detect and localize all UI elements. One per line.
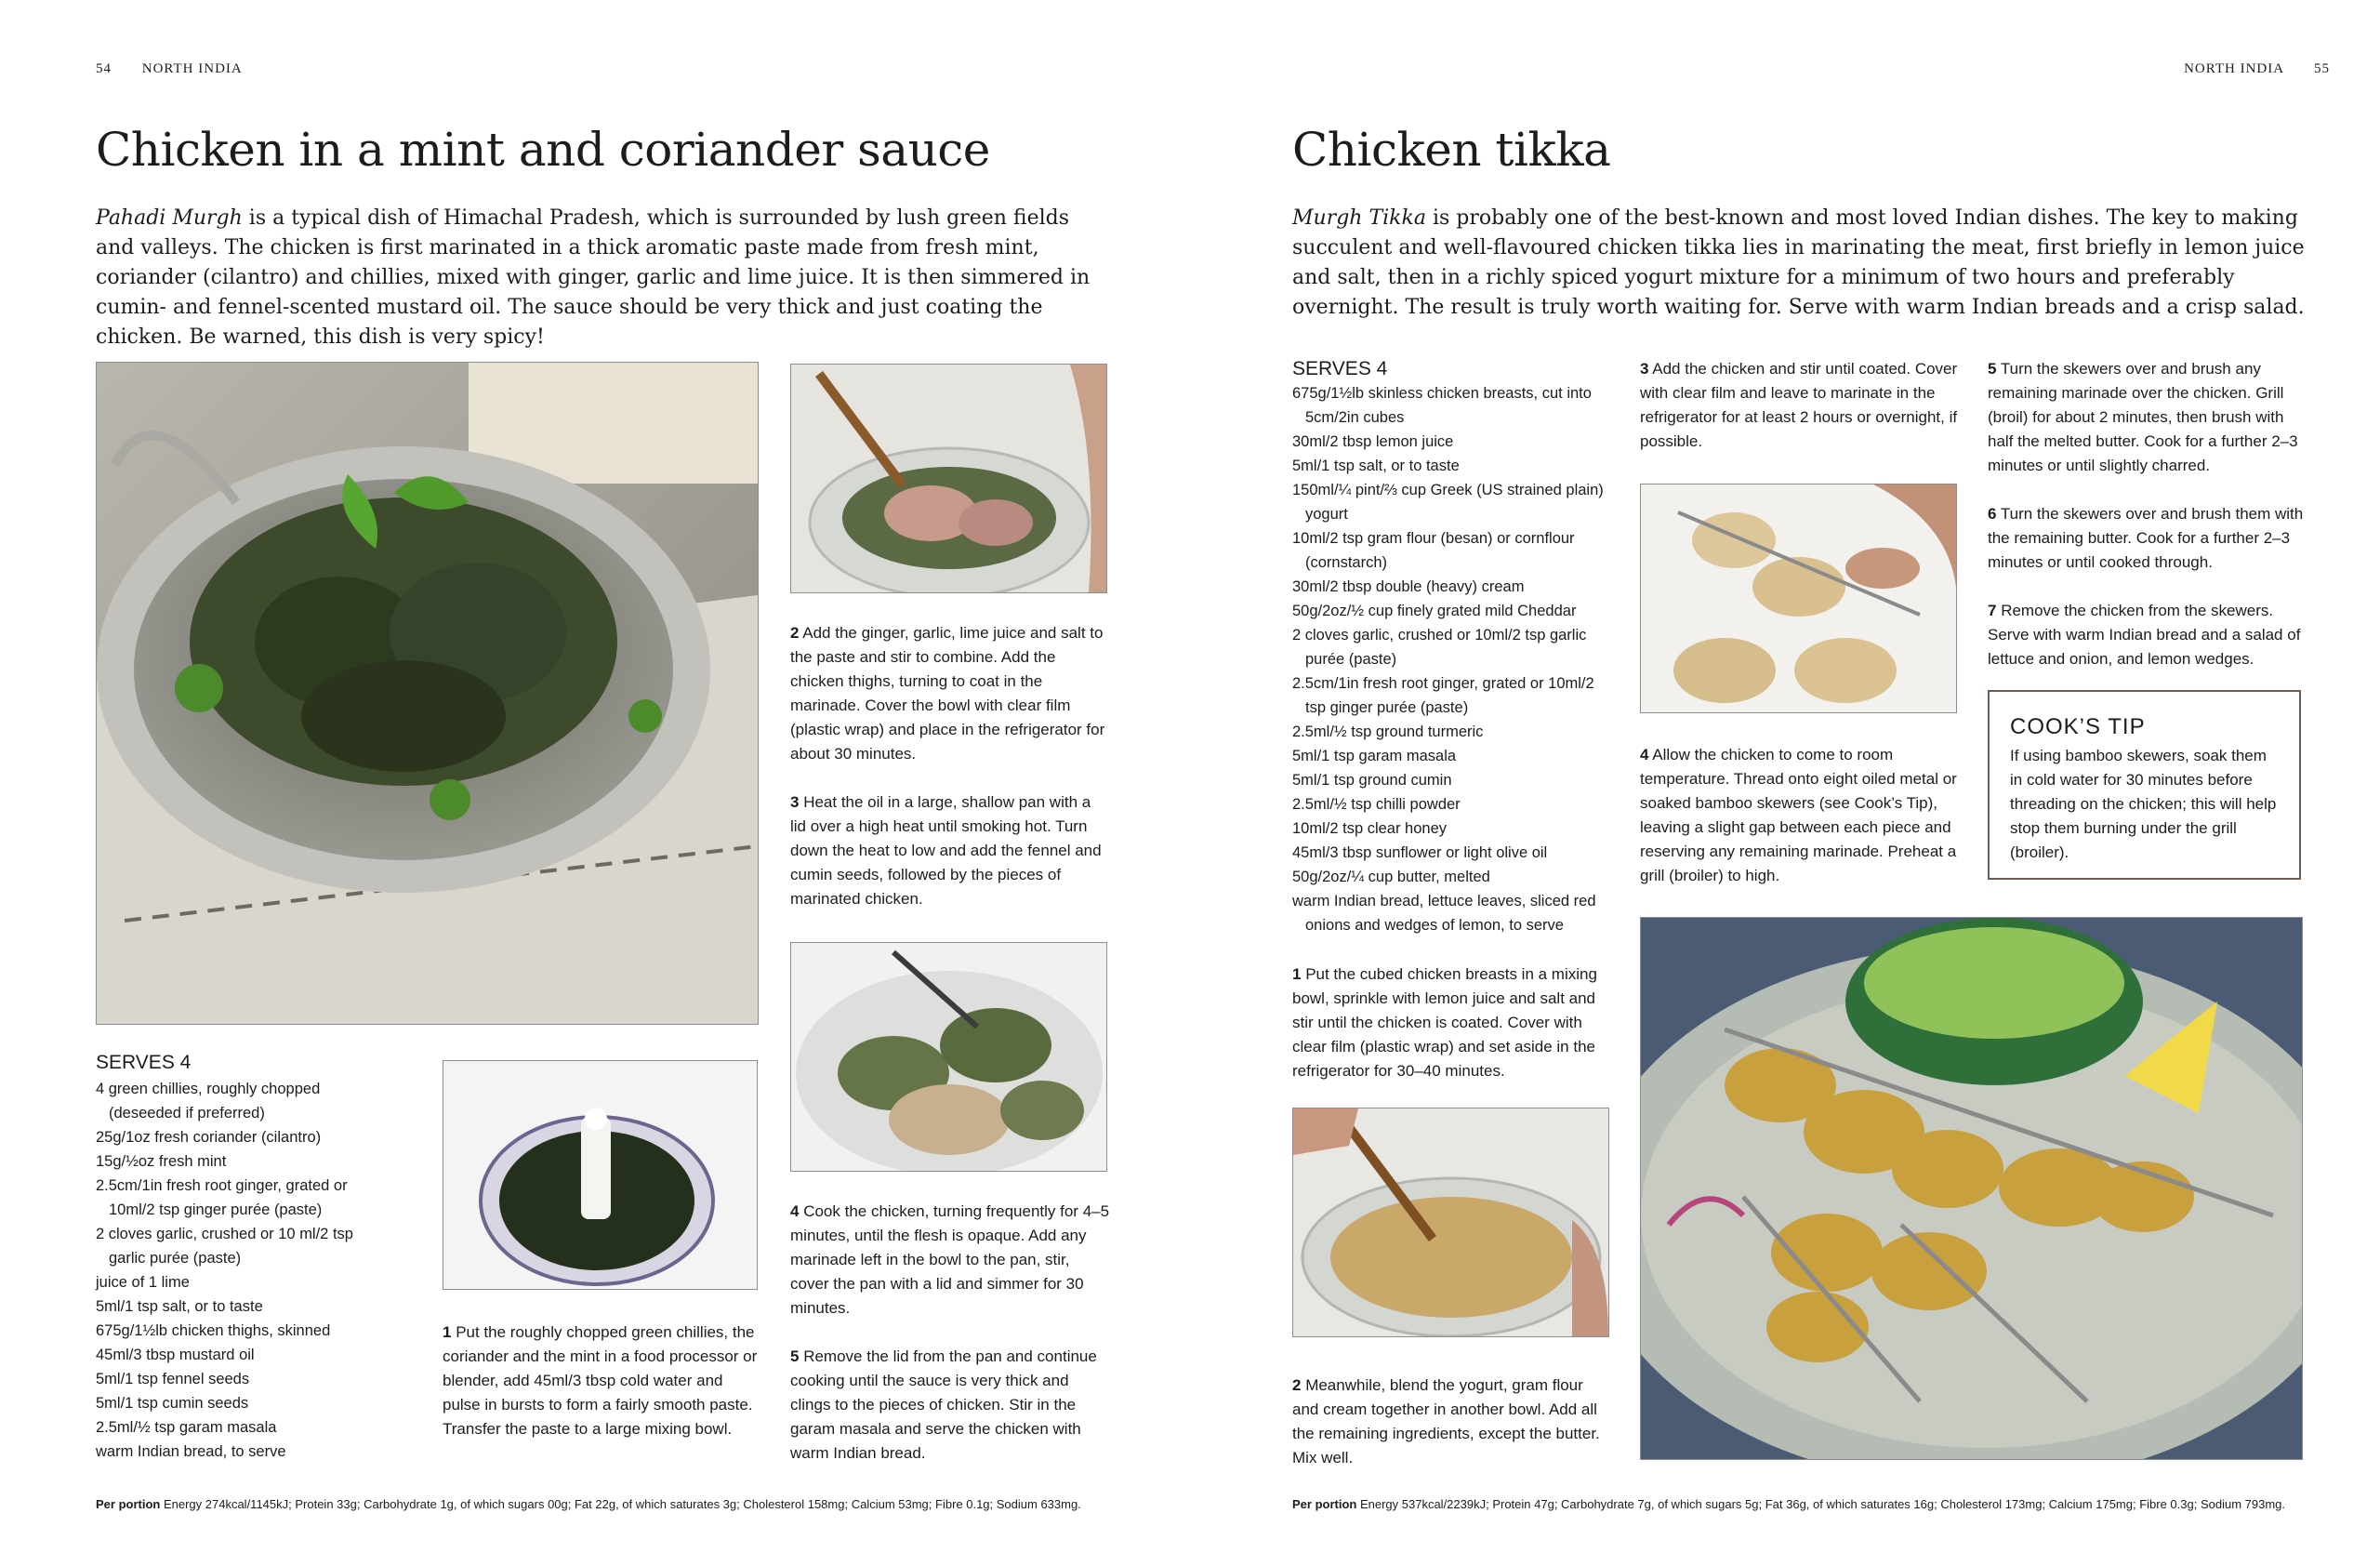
page-number: 55 — [2314, 61, 2330, 76]
ingredient-item: 30ml/2 tbsp double (heavy) cream — [1292, 578, 1525, 595]
page-number: 54 — [96, 61, 112, 76]
serves-label: SERVES 4 — [1292, 358, 1388, 379]
step-body: Heat the oil in a large, shallow pan with a lid over a high heat until smoking hot. Turn down the heat to low and add the fennel and cumin seeds, followed by the pieces of marinated chicken. — [790, 793, 1102, 908]
ingredient-item: 50g/2oz/¼ cup butter, melted — [1292, 869, 1490, 885]
ingredient-item: 45ml/3 tbsp mustard oil — [96, 1347, 255, 1363]
ingredient-item: 2.5ml/½ tsp chilli powder — [1292, 796, 1461, 813]
recipe-title: Chicken tikka — [1292, 123, 1611, 177]
step-body: Remove the chicken from the skewers. Serve with warm Indian bread and a salad of lettuce and onion, and lemon wedges. — [1988, 602, 2301, 668]
ingredient-item: 675g/1½lb skinless chicken breasts, cut into 5cm/2in cubes — [1292, 385, 1592, 426]
ingredient-list — [96, 1077, 393, 1464]
nutrition-info — [1292, 1497, 2285, 1511]
portion-text: Energy 537kcal/2239kJ; Protein 47g; Carbohydrate 7g, of which sugars 5g; Fat 36g, of which saturates 16g; Cholesterol 173mg; Calcium 175mg; Fibre 0.3g; Sodium 793mg. — [1356, 1497, 2286, 1511]
step-body: Add the chicken and stir until coated. Cover with clear film and leave to marinate in the refrigerator for at least 2 hours or overnight, if possible. — [1640, 360, 1958, 450]
step-6-text — [1988, 502, 2308, 575]
step-4-text — [1640, 743, 1961, 888]
ingredient-item: 675g/1½lb chicken thighs, skinned — [96, 1322, 331, 1339]
step-number: 6 — [1988, 505, 1997, 523]
step-number: 4 — [1640, 746, 1649, 763]
step-body: Cook the chicken, turning frequently for 4–5 minutes, until the flesh is opaque. Add any marinade left in the bowl to the pan, stir, cover the pan with a lid and simmer for 30 minutes. — [790, 1202, 1110, 1317]
step-body: Remove the lid from the pan and continue cooking until the sauce is very thick and clings to the pieces of chicken. Stir in the garam masala and serve the chicken with warm Indian bread. — [790, 1347, 1097, 1462]
step-number: 5 — [790, 1347, 800, 1365]
step-4-photo — [790, 942, 1107, 1172]
step-7-text — [1988, 599, 2308, 671]
portion-text: Energy 274kcal/1145kJ; Protein 33g; Carbohydrate 1g, of which sugars 00g; Fat 22g, of which saturates 3g; Cholesterol 158mg; Calcium 53mg; Fibre 0.1g; Sodium 633mg. — [160, 1497, 1081, 1511]
portion-label: Per portion — [96, 1497, 161, 1511]
ingredient-item: warm Indian bread, to serve — [96, 1443, 286, 1460]
right-page-header — [2184, 61, 2330, 77]
step-1-text — [1292, 962, 1618, 1083]
step-body: Allow the chicken to come to room temperature. Thread onto eight oiled metal or soaked bamboo skewers (see Cook’s Tip), leaving a slight gap between each piece and reserving any remaining marinade. Preheat a grill (broiler) to high. — [1640, 746, 1957, 884]
step-2-text — [1292, 1374, 1608, 1470]
section-name: NORTH INDIA — [141, 61, 243, 76]
step-body: Turn the skewers over and brush them with the remaining butter. Cook for a further 2–3 minutes or until cooked through. — [1988, 505, 2304, 571]
step-number: 4 — [790, 1202, 800, 1220]
chicken-tikka-photo — [1640, 917, 2303, 1460]
step-2-photo — [1292, 1108, 1609, 1337]
recipe-intro — [96, 204, 1109, 352]
portion-label: Per portion — [1292, 1497, 1357, 1511]
ingredient-item: 150ml/¼ pint/⅔ cup Greek (US strained plain) yogurt — [1292, 482, 1604, 523]
step-number: 7 — [1988, 602, 1997, 619]
ingredient-item: 5ml/1 tsp cumin seeds — [96, 1395, 249, 1412]
step-3-photo — [1640, 484, 1957, 713]
step-4-text — [790, 1200, 1111, 1321]
step-1-text — [443, 1321, 759, 1441]
ingredient-item: 2.5cm/1in fresh root ginger, grated or 10ml/2 tsp ginger purée (paste) — [96, 1177, 348, 1218]
step-body: Add the ginger, garlic, lime juice and salt to the paste and stir to combine. Add the chicken thighs, turning to coat in the marinade. Cover the bowl with clear film (plastic wrap) and place in the refrigerator for about 30 minutes. — [790, 624, 1105, 763]
step-number: 2 — [790, 624, 800, 642]
ingredient-item: 45ml/3 tbsp sunflower or light olive oil — [1292, 844, 1548, 861]
ingredient-item: 5ml/1 tsp salt, or to taste — [96, 1298, 263, 1315]
ingredient-item: 50g/2oz/½ cup finely grated mild Cheddar — [1292, 603, 1577, 619]
ingredient-item: 15g/½oz fresh mint — [96, 1153, 227, 1170]
step-body: Put the cubed chicken breasts in a mixing bowl, sprinkle with lemon juice and salt and stir until the chicken is coated. Cover with clear film (plastic wrap) and set aside in the refrigerator for 30–40 minutes. — [1292, 965, 1597, 1080]
step-1-photo — [443, 1060, 758, 1290]
ingredient-item: 2 cloves garlic, crushed or 10ml/2 tsp garlic purée (paste) — [1292, 627, 1587, 668]
recipe-intro — [1292, 204, 2306, 323]
ingredient-item: 2.5cm/1in fresh root ginger, grated or 10ml/2 tsp ginger purée (paste) — [1292, 675, 1594, 716]
step-number: 5 — [1988, 360, 1997, 378]
ingredient-item: 5ml/1 tsp salt, or to taste — [1292, 458, 1460, 474]
recipe-title: Chicken in a mint and coriander sauce — [96, 123, 990, 177]
step-2-photo — [790, 364, 1107, 593]
step-3-text — [1640, 357, 1961, 454]
ingredient-item: 2.5ml/½ tsp garam masala — [96, 1419, 277, 1436]
cooks-tip-title: COOK’S TIP — [2010, 714, 2146, 739]
ingredient-item: 4 green chillies, roughly chopped (deseeded if preferred) — [96, 1081, 321, 1122]
ingredient-item: 5ml/1 tsp ground cumin — [1292, 772, 1452, 789]
step-3-text — [790, 790, 1106, 911]
ingredient-item: 2.5ml/½ tsp ground turmeric — [1292, 723, 1484, 740]
ingredient-item: 10ml/2 tsp gram flour (besan) or cornflour (cornstarch) — [1292, 530, 1575, 571]
section-name: NORTH INDIA — [2184, 61, 2284, 76]
ingredient-item: 10ml/2 tsp clear honey — [1292, 820, 1448, 837]
ingredient-item: 5ml/1 tsp fennel seeds — [96, 1371, 250, 1387]
dish-name: Pahadi Murgh — [96, 206, 243, 230]
ingredient-item: 30ml/2 tbsp lemon juice — [1292, 433, 1454, 450]
step-number: 1 — [1292, 965, 1302, 983]
step-number: 3 — [1640, 360, 1649, 378]
step-number: 1 — [443, 1323, 452, 1341]
left-page-header — [96, 61, 243, 77]
ingredient-item: 25g/1oz fresh coriander (cilantro) — [96, 1129, 322, 1146]
ingredient-item: 5ml/1 tsp garam masala — [1292, 748, 1457, 764]
serves-label: SERVES 4 — [96, 1052, 192, 1073]
step-body: Meanwhile, blend the yogurt, gram flour and cream together in another bowl. Add all the remaining ingredients, except the butter. Mix well. — [1292, 1376, 1600, 1467]
ingredient-list — [1292, 381, 1618, 937]
ingredient-item: 2 cloves garlic, crushed or 10 ml/2 tsp garlic purée (paste) — [96, 1226, 353, 1267]
step-number: 3 — [790, 793, 800, 811]
intro-text: is probably one of the best-known and most loved Indian dishes. The key to making succulent and well-flavoured chicken tikka lies in marinating the meat, first briefly in lemon juice and salt, then in a richly spiced yogurt mixture for a minimum of two hours and preferably overnight. The result is truly worth waiting for. Serve with warm Indian breads and a crisp salad. — [1292, 206, 2305, 319]
nutrition-info — [96, 1497, 1081, 1511]
step-body: Put the roughly chopped green chillies, the coriander and the mint in a food processor or blender, add 45ml/3 tbsp cold water and pulse in bursts to form a fairly smooth paste. Transfer the paste to a large mixing bowl. — [443, 1323, 758, 1438]
step-2-text — [790, 621, 1106, 766]
step-5-text — [790, 1345, 1106, 1466]
cooks-tip-box — [1988, 690, 2301, 880]
intro-text: is a typical dish of Himachal Pradesh, which is surrounded by lush green fields and valleys. The chicken is first marinated in a thick aromatic paste made from fresh mint, coriander (cilantro) and chillies, mixed with ginger, garlic and lime juice. It is then simmered in cumin- and fennel-scented mustard oil. The sauce should be very thick and just coating the chicken. Be warned, this dish is very spicy! — [96, 206, 1091, 349]
main-dish-photo — [96, 362, 759, 1025]
step-body: Turn the skewers over and brush any remaining marinade over the chicken. Grill (broil) for about 2 minutes, then brush with half the melted butter. Cook for a further 2–3 minutes or until slightly charred. — [1988, 360, 2298, 474]
ingredient-item: warm Indian bread, lettuce leaves, sliced red onions and wedges of lemon, to serve — [1292, 893, 1596, 934]
step-number: 2 — [1292, 1376, 1302, 1394]
cooks-tip-text: If using bamboo skewers, soak them in cold water for 30 minutes before threading on the chicken; this will help stop them burning under the grill (broiler). — [2010, 747, 2277, 861]
ingredient-item: juice of 1 lime — [96, 1274, 190, 1291]
dish-name: Murgh Tikka — [1292, 206, 1426, 230]
step-5-text — [1988, 357, 2308, 478]
